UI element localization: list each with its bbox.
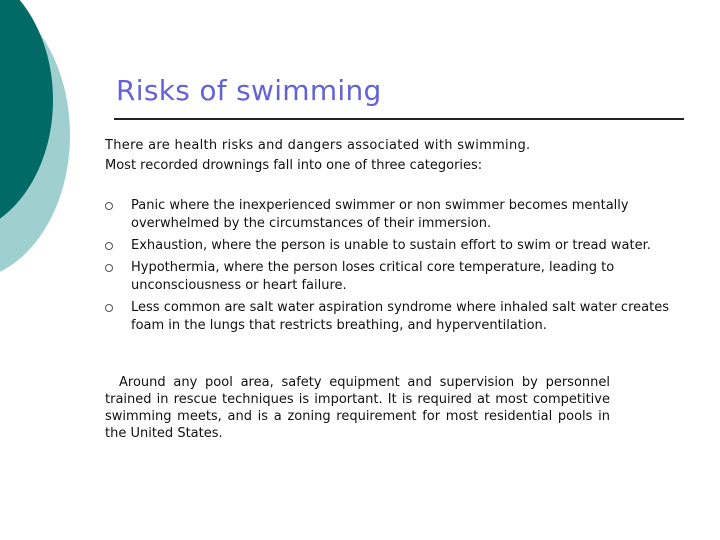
title-underline <box>114 118 684 120</box>
lead-statement: There are health risks and dangers associated with swimming. <box>105 138 531 153</box>
safety-paragraph: Around any pool area, safety equipment and supervision by personnel trained in rescue techniques is important. It is required at most competitive swimming meets, and is a zoning requirement for most residential pools in the United States. <box>105 375 610 441</box>
risk-item-text: Exhaustion, where the person is unable to sustain effort to swim or tread water. <box>131 238 651 253</box>
risk-item-text: Hypothermia, where the person loses critical core temperature, leading to unconsciousness or heart failure. <box>131 260 615 293</box>
lead-categories: Most recorded drownings fall into one of three categories: <box>105 158 483 173</box>
risk-list <box>105 197 680 339</box>
bullet-icon <box>105 202 113 210</box>
risk-item-hypothermia <box>105 259 680 295</box>
bullet-icon <box>105 264 113 272</box>
risk-item-other <box>105 299 680 335</box>
risk-item-text: Panic where the inexperienced swimmer or non swimmer becomes mentally overwhelmed by the circumstances of their immersion. <box>131 198 629 231</box>
bullet-icon <box>105 242 113 250</box>
slide-title: Risks of swimming <box>116 74 382 107</box>
risk-item-panic <box>105 197 680 233</box>
risk-item-exhaustion <box>105 237 680 255</box>
risk-item-text: Less common are salt water aspiration syndrome where inhaled salt water creates foam in the lungs that restricts breathing, and hyperventilation. <box>131 300 669 333</box>
bullet-icon <box>105 304 113 312</box>
